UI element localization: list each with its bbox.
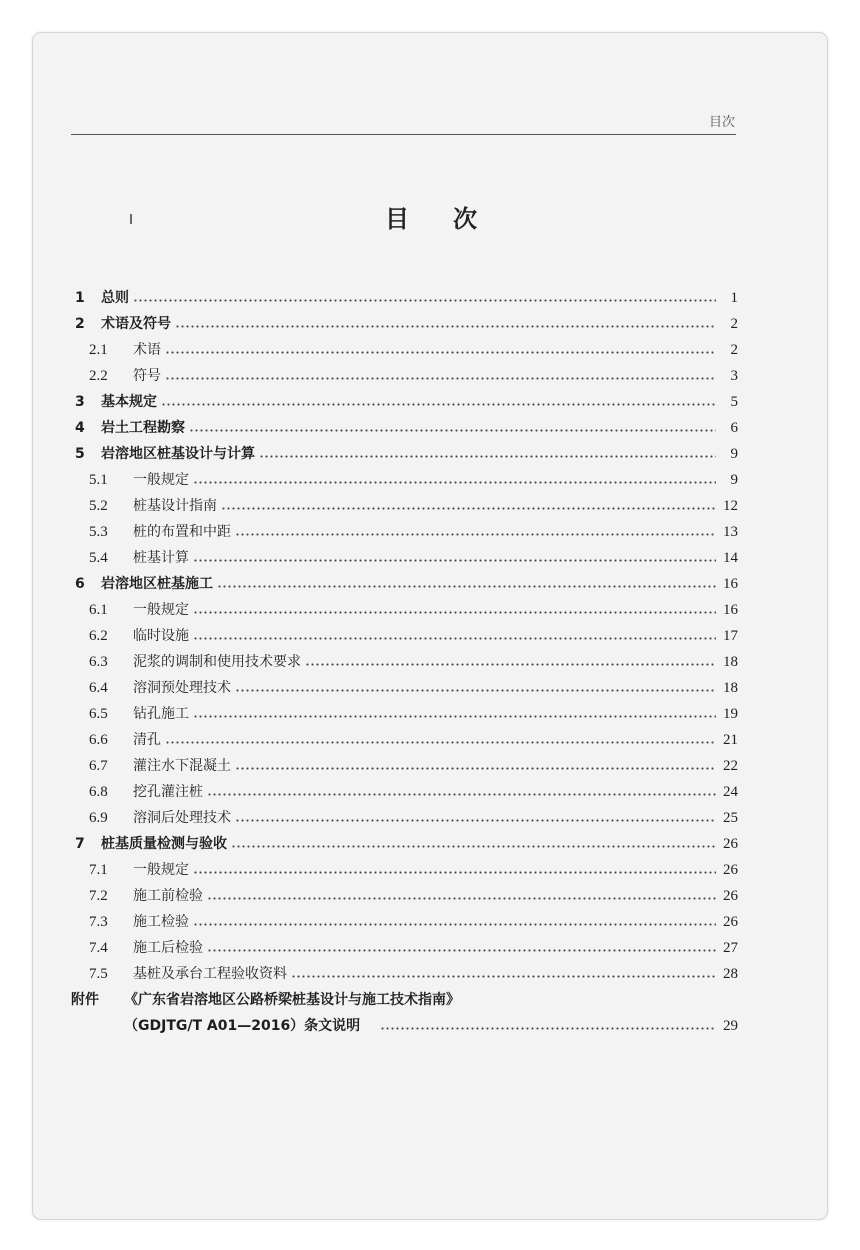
toc-entry-page: 13 [723,524,738,540]
toc-entry-page: 12 [723,498,738,514]
appendix-page: 29 [723,1018,738,1034]
appendix-title-line2: （GDJTG/T A01—2016）条文说明 [124,1018,361,1034]
toc-title: 目次 [385,205,521,233]
toc-entry-4[interactable] [71,415,738,441]
toc-entry-5[interactable] [71,441,738,467]
dot-leader [193,871,716,874]
dot-leader [207,793,716,796]
dot-leader [305,663,716,666]
toc-entry-5-4[interactable] [71,545,738,571]
toc-entry-number: 6.4 [89,680,108,696]
toc-entry-3[interactable] [71,389,738,415]
toc-entry-page: 22 [723,758,738,774]
toc-entry-title: 桩的布置和中距 [133,524,231,540]
toc-entry-2-1[interactable] [71,337,738,363]
dot-leader [165,351,716,354]
toc-entry-number: 6.2 [89,628,108,644]
toc-entry-page: 2 [730,342,738,358]
toc-entry-title: 溶洞预处理技术 [133,680,231,696]
toc-entry-title: 符号 [133,368,161,384]
dot-leader [221,507,716,510]
dot-leader [231,845,716,848]
toc-entry-title: 基桩及承台工程验收资料 [133,966,287,982]
dot-leader [161,403,716,406]
toc-entry-title: 桩基设计指南 [133,498,217,514]
toc-entry-6-8[interactable] [71,779,738,805]
toc-entry-title: 临时设施 [133,628,189,644]
dot-leader [193,637,716,640]
toc-entry-page: 18 [723,680,738,696]
toc-entry-number: 6.8 [89,784,108,800]
toc-entry-page: 17 [723,628,738,644]
toc-entry-page: 3 [730,368,738,384]
toc-appendix-continued[interactable] [71,1013,738,1039]
dot-leader [193,611,716,614]
toc-entry-number: 7.2 [89,888,108,904]
dot-leader [217,585,716,588]
toc-entry-7-5[interactable] [71,961,738,987]
toc-entry-5-2[interactable] [71,493,738,519]
toc-entry-6-4[interactable] [71,675,738,701]
toc-entry-title: 清孔 [133,732,161,748]
toc-entry-page: 28 [723,966,738,982]
toc-entry-title: 岩土工程勘察 [101,420,185,436]
dot-leader [189,429,716,432]
toc-entry-2[interactable] [71,311,738,337]
dot-leader [207,949,716,952]
dot-leader [235,819,716,822]
toc-entry-title: 施工前检验 [133,888,203,904]
toc-entry-number: 7.5 [89,966,108,982]
toc-entry-number: 1 [75,290,85,306]
toc-entry-number: 5.1 [89,472,108,488]
toc-entry-page: 6 [730,420,738,436]
toc-entry-number: 7.4 [89,940,108,956]
toc-entry-6-1[interactable] [71,597,738,623]
toc-entry-page: 16 [723,576,738,592]
dot-leader [165,377,716,380]
dot-leader [193,559,716,562]
toc-entry-number: 2.2 [89,368,108,384]
toc-entry-title: 一般规定 [133,862,189,878]
toc-entry-number: 7.1 [89,862,108,878]
dot-leader [291,975,716,978]
toc-entry-number: 6.9 [89,810,108,826]
toc-entry-page: 26 [723,888,738,904]
running-head: 目次 [708,115,735,130]
toc-entry-7-1[interactable] [71,857,738,883]
dot-leader [380,1027,716,1030]
toc-entry-title: 术语 [133,342,161,358]
toc-entry-title: 桩基计算 [133,550,189,566]
toc-appendix[interactable] [71,987,738,1013]
toc-entry-number: 5.3 [89,524,108,540]
dot-leader [193,715,716,718]
toc-entry-number: 6.1 [89,602,108,618]
toc-entry-page: 14 [723,550,738,566]
document-page [32,32,828,1220]
toc-entry-7-3[interactable] [71,909,738,935]
toc-entry-title: 灌注水下混凝土 [133,758,231,774]
toc-entry-page: 19 [723,706,738,722]
toc-entry-title: 施工检验 [133,914,189,930]
toc-entry-page: 24 [723,784,738,800]
toc-entry-number: 2.1 [89,342,108,358]
toc-entry-title: 岩溶地区桩基设计与计算 [101,446,255,462]
toc-entry-2-2[interactable] [71,363,738,389]
toc-entry-7-4[interactable] [71,935,738,961]
toc-entry-title: 泥浆的调制和使用技术要求 [133,654,301,670]
dot-leader [193,481,716,484]
toc-entry-number: 5.2 [89,498,108,514]
toc-entry-title: 总则 [101,290,129,306]
toc-entry-title: 桩基质量检测与验收 [101,836,227,852]
toc-entry-6-5[interactable] [71,701,738,727]
toc-entry-6-6[interactable] [71,727,738,753]
toc-entry-5-3[interactable] [71,519,738,545]
toc-entry-title: 基本规定 [101,394,157,410]
toc-entry-page: 27 [723,940,738,956]
toc-entry-number: 5 [75,446,85,462]
toc-entry-title: 一般规定 [133,602,189,618]
toc-entry-page: 26 [723,914,738,930]
toc-entry-page: 5 [730,394,738,410]
toc-entry-number: 6.6 [89,732,108,748]
toc-entry-number: 5.4 [89,550,108,566]
toc-entry-title: 术语及符号 [101,316,171,332]
appendix-label: 附件 [71,992,99,1008]
toc-entry-title: 一般规定 [133,472,189,488]
toc-entry-page: 2 [730,316,738,332]
toc-entry-number: 7 [75,836,85,852]
toc-entry-7-2[interactable] [71,883,738,909]
toc-entry-title: 溶洞后处理技术 [133,810,231,826]
dot-leader [259,455,716,458]
toc-entry-5-1[interactable] [71,467,738,493]
toc-entry-number: 6 [75,576,85,592]
toc-entry-6-7[interactable] [71,753,738,779]
toc-entry-6[interactable] [71,571,738,597]
dot-leader [235,533,716,536]
toc-entry-title: 挖孔灌注桩 [133,784,203,800]
toc-entry-6-2[interactable] [71,623,738,649]
toc-entry-page: 9 [730,472,738,488]
dot-leader [207,897,716,900]
dot-leader [175,325,716,328]
toc-entry-6-9[interactable] [71,805,738,831]
toc-entry-number: 6.7 [89,758,108,774]
toc-entry-title: 施工后检验 [133,940,203,956]
toc-entry-number: 3 [75,394,85,410]
appendix-title-line1: 《广东省岩溶地区公路桥梁桩基设计与施工技术指南》 [124,992,460,1008]
toc-entry-title: 岩溶地区桩基施工 [101,576,213,592]
toc-entry-page: 9 [730,446,738,462]
dot-leader [235,689,716,692]
dot-leader [165,741,716,744]
toc-entry-1[interactable] [71,285,738,311]
toc-entry-6-3[interactable] [71,649,738,675]
toc-entry-page: 16 [723,602,738,618]
toc-entry-title: 钻孔施工 [133,706,189,722]
toc-entry-number: 6.5 [89,706,108,722]
toc-entry-7[interactable] [71,831,738,857]
toc-entry-page: 26 [723,836,738,852]
header-rule [71,134,736,135]
toc-entry-number: 7.3 [89,914,108,930]
dot-leader [235,767,716,770]
toc-entry-number: 2 [75,316,85,332]
toc-entry-number: 6.3 [89,654,108,670]
table-of-contents [71,285,738,1039]
dot-leader [133,299,716,302]
toc-entry-page: 26 [723,862,738,878]
toc-entry-page: 25 [723,810,738,826]
toc-entry-page: 1 [730,290,738,306]
toc-entry-number: 4 [75,420,85,436]
dot-leader [193,923,716,926]
toc-entry-page: 21 [723,732,738,748]
toc-entry-page: 18 [723,654,738,670]
